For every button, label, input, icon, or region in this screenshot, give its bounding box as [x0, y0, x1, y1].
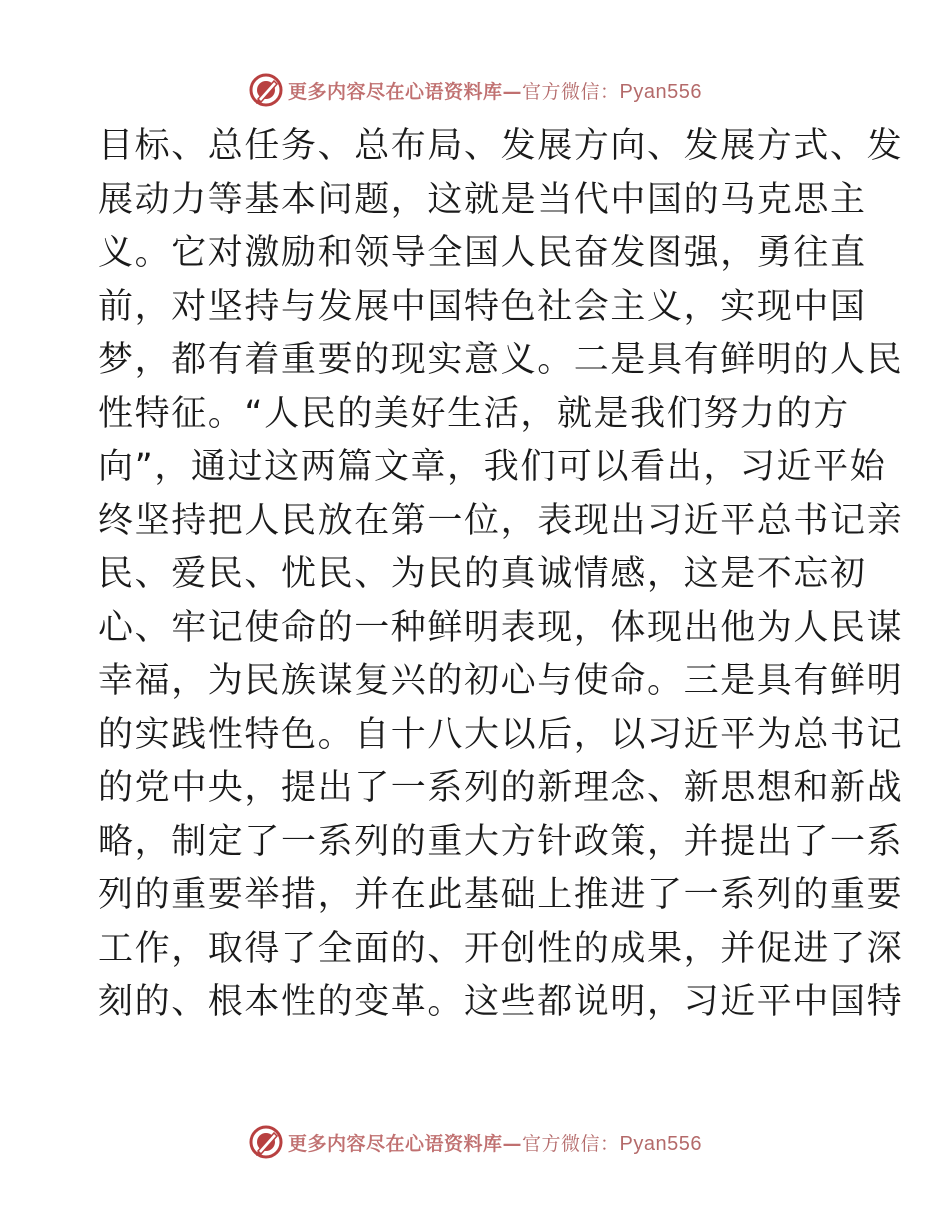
body-line: 梦，都有着重要的现实意义。二是具有鲜明的人民 [98, 340, 904, 380]
body-line: 义。它对激励和领导全国人民奋发图强，勇往直 [98, 233, 867, 273]
body-line: 列的重要举措，并在此基础上推进了一系列的重要 [98, 875, 904, 915]
body-line: 刻的、根本性的变革。这些都说明，习近平中国特 [98, 982, 904, 1022]
body-line: 终坚持把人民放在第一位，表现出习近平总书记亲 [98, 500, 904, 541]
body-line: 性特征。“人民的美好生活，就是我们努力的方 [98, 393, 850, 434]
header-wechat-label: 官方微信： [522, 80, 620, 103]
body-line: 略，制定了一系列的重大方针政策，并提出了一系 [98, 821, 904, 862]
footer-banner-text [288, 1129, 702, 1156]
footer-wechat-label: 官方微信： [522, 1132, 620, 1155]
footer-site-text: 更多内容尽在心语资料库— [288, 1132, 523, 1155]
body-line: 展动力等基本问题，这就是当代中国的马克思主 [98, 179, 867, 220]
header-site-text: 更多内容尽在心语资料库— [288, 80, 523, 103]
body-line: 民、爱民、忧民、为民的真诚情感，这是不忘初 [98, 554, 867, 594]
header-banner [0, 70, 950, 110]
body-line: 工作，取得了全面的、开创性的成果，并促进了深 [98, 928, 904, 969]
pen-circle-logo-icon [248, 1124, 284, 1160]
footer-banner [0, 1122, 950, 1162]
header-banner-text [288, 77, 702, 104]
document-body [98, 120, 904, 1030]
body-line: 的党中央，提出了一系列的新理念、新思想和新战 [98, 768, 904, 808]
header-wechat-id: Pyan556 [619, 80, 702, 103]
body-line: 幸福，为民族谋复兴的初心与使命。三是具有鲜明 [98, 661, 904, 701]
body-line: 心、牢记使命的一种鲜明表现，体现出他为人民谋 [98, 607, 904, 648]
footer-wechat-id: Pyan556 [619, 1132, 702, 1155]
body-line: 前，对坚持与发展中国特色社会主义，实现中国 [98, 286, 867, 327]
body-line: 目标、总任务、总布局、发展方向、发展方式、发 [98, 126, 904, 166]
body-line: 的实践性特色。自十八大以后，以习近平为总书记 [98, 714, 904, 755]
body-line: 向”，通过这两篇文章，我们可以看出，习近平始 [98, 447, 887, 487]
pen-circle-logo-icon [248, 72, 284, 108]
